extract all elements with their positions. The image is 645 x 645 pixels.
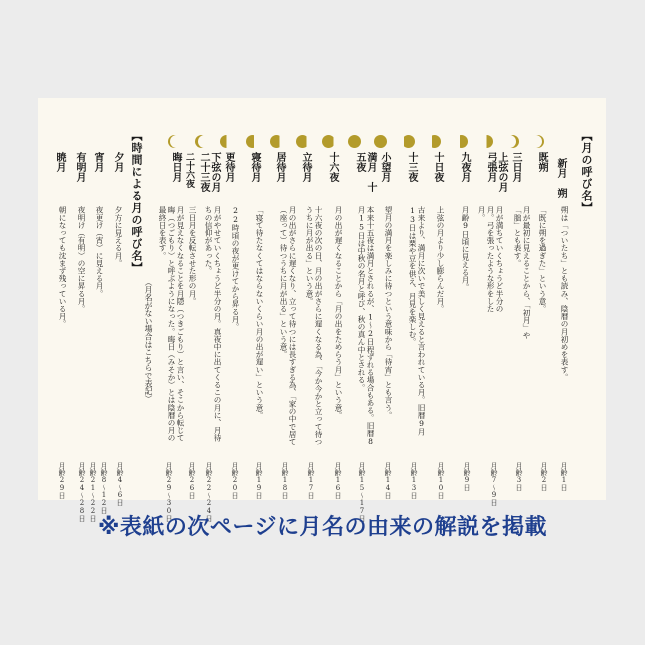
gibbous-moon-icon xyxy=(296,135,309,148)
moon-name: 上弦の月 弓張月 xyxy=(485,152,507,202)
moon-age: 月齢9日 xyxy=(463,462,471,491)
moon-name: 寝待月 xyxy=(249,152,260,182)
moon-description: 月齢9日頃に見える月。 xyxy=(461,206,470,291)
footer-note: ※表紙の次ページに月名の由来の解説を掲載 xyxy=(98,515,547,540)
moon-description: 古来より、満月に次いで美しく見えると言われている月。旧暦9月13日は栗や豆を供え、月見を楽しむ。 xyxy=(408,206,426,436)
moon-age: 月齢1日 xyxy=(560,462,568,491)
moon-description: 望月の満月を楽しみに待つという意味から「待宵」とも言う。 xyxy=(384,206,393,419)
moon-name: 満月 十五夜 xyxy=(354,152,376,192)
moon-age: 月齢2日 xyxy=(540,462,548,491)
moon-description: 22時頃の夜が更けてから昇る月。 xyxy=(231,206,240,331)
new-moon-icon xyxy=(553,135,566,148)
section-title-moon-names: 【月の呼び名】 xyxy=(580,130,593,214)
gibbous-moon-icon xyxy=(402,135,415,148)
moon-name: 九夜月 xyxy=(459,152,470,182)
full-moon-icon xyxy=(374,135,387,148)
moon-description: 十六夜の次の日、月の出がさらに遅くなる為、「今か今かと立って待つうちに月が出る」という意。 xyxy=(305,206,323,446)
gibbous-moon-icon xyxy=(428,135,441,148)
moon-age: 月齢14日 xyxy=(384,462,392,499)
moon-description: 「既に朔を過ぎた」という意。 xyxy=(538,206,547,313)
moon-age: 月齢7～9日 xyxy=(490,462,498,506)
moon-age: 月齢20日 xyxy=(231,462,239,499)
moon-name: 新月 朔 xyxy=(555,158,566,198)
section-title-time-names: 【時間による月の呼び名】 xyxy=(130,130,143,274)
moon-name: 更待月 xyxy=(223,152,234,182)
moon-description: 三日月を反転させた形の月。 xyxy=(188,206,197,305)
moon-age: 月齢29～30日 xyxy=(165,462,173,522)
moon-description: 本来十五夜は満月とされるが、1～2日程ずれる場合もある。旧暦8月15日は中秋の名月と呼び、秋の真ん中とされる。 xyxy=(357,206,375,446)
time-moon-age: 月齢24～28日 xyxy=(78,462,86,522)
moon-description: 月が満ちていくちょうど半分の月。弓を張ったような形をした月。 xyxy=(477,206,504,313)
half-moon-icon xyxy=(480,135,493,148)
moon-name: 三日月 xyxy=(510,152,521,182)
time-moon-age: 月齢4～6日 xyxy=(116,462,124,506)
moon-description: 月が最初に見えることから、「初月」や「朏」とも表す。 xyxy=(513,206,531,339)
moon-name: 十三夜 xyxy=(406,152,417,182)
moon-name: 居待月 xyxy=(274,152,285,182)
half-moon-icon xyxy=(220,135,233,148)
time-moon-name: 有明月 xyxy=(74,152,85,182)
moon-age: 月齢26日 xyxy=(188,462,196,499)
time-moon-description: 夜明け（有明）の空に昇る月。 xyxy=(77,206,86,313)
moon-description: 朔は「ついたち」とも読み、陰暦の月初めを表す。 xyxy=(560,206,569,381)
crescent-moon-icon xyxy=(531,135,544,148)
moon-description: 上弦の月より少し膨らんだ月。 xyxy=(436,206,445,313)
crescent-moon-icon xyxy=(506,135,519,148)
moon-name: 既朔 xyxy=(536,152,547,172)
moon-name: 小望月 xyxy=(379,152,390,182)
moon-name: 下弦の月 二十三夜 xyxy=(198,152,220,202)
moon-description: 月の出がさらに遅くなり、立って待つには長すぎる為、「家の中で居て（座って）待つうちに月が出る」という意。 xyxy=(279,206,297,446)
moon-age: 月齢10日 xyxy=(437,462,445,499)
gibbous-moon-icon xyxy=(270,135,283,148)
time-moon-name: 暁月 xyxy=(54,152,65,172)
moon-age: 月齢18日 xyxy=(281,462,289,499)
time-moon-age: 月齢29日 xyxy=(58,462,66,499)
moon-name: 晦日月 xyxy=(170,152,181,182)
moon-name: 十六夜 xyxy=(327,152,338,182)
moon-age: 月齢19日 xyxy=(255,462,263,499)
full-moon-icon xyxy=(348,135,361,148)
time-moon-description: 朝になっても沈まず残っている月。 xyxy=(58,206,67,328)
time-note: （月名がない場合はこちらで表記） xyxy=(144,278,153,403)
gibbous-moon-icon xyxy=(322,135,335,148)
moon-age: 月齢3日 xyxy=(515,462,523,491)
crescent-moon-icon xyxy=(168,135,181,148)
time-moon-age: 月齢21～22日 xyxy=(89,462,97,522)
time-moon-description: 夜更け（宵）に見える月。 xyxy=(95,206,104,298)
moon-age: 月齢15～17日 xyxy=(358,462,366,522)
moon-description: 「寝て待たなくてはならないくらい月の出が遅い」という意。 xyxy=(255,206,264,419)
moon-description: 月が見えなくなることを月隠（つきごもり）と言い、そこから転じて晦（つごもり）と呼ぶようになった。晦日（みそか）とは陰暦の月の最終日を表す。 xyxy=(158,206,185,442)
moon-age: 月齢16日 xyxy=(334,462,342,499)
time-moon-name: 夕月 xyxy=(112,152,123,172)
moon-description: 月がやせていくちょうど半分の月。真夜中に出てくるこの月に、月待ちの信仰があった。 xyxy=(204,206,222,442)
moon-name: 十日夜 xyxy=(432,152,443,182)
moon-age: 月齢17日 xyxy=(307,462,315,499)
moon-name: 二十六夜 xyxy=(184,152,194,188)
time-moon-description: 夕方に見える月。 xyxy=(114,206,123,267)
moon-age: 月齢22～24日 xyxy=(205,462,213,522)
moon-name: 立待月 xyxy=(300,152,311,182)
moon-age: 月齢13日 xyxy=(410,462,418,499)
moon-description: 月の出が遅くなることから「月の出をためらう月」という意。 xyxy=(334,206,343,419)
time-moon-age: 月齢8～12日 xyxy=(100,462,108,514)
time-moon-name: 宵月 xyxy=(92,152,103,172)
gibbous-moon-icon xyxy=(246,135,259,148)
crescent-moon-icon xyxy=(195,135,208,148)
gibbous-moon-icon xyxy=(455,135,468,148)
